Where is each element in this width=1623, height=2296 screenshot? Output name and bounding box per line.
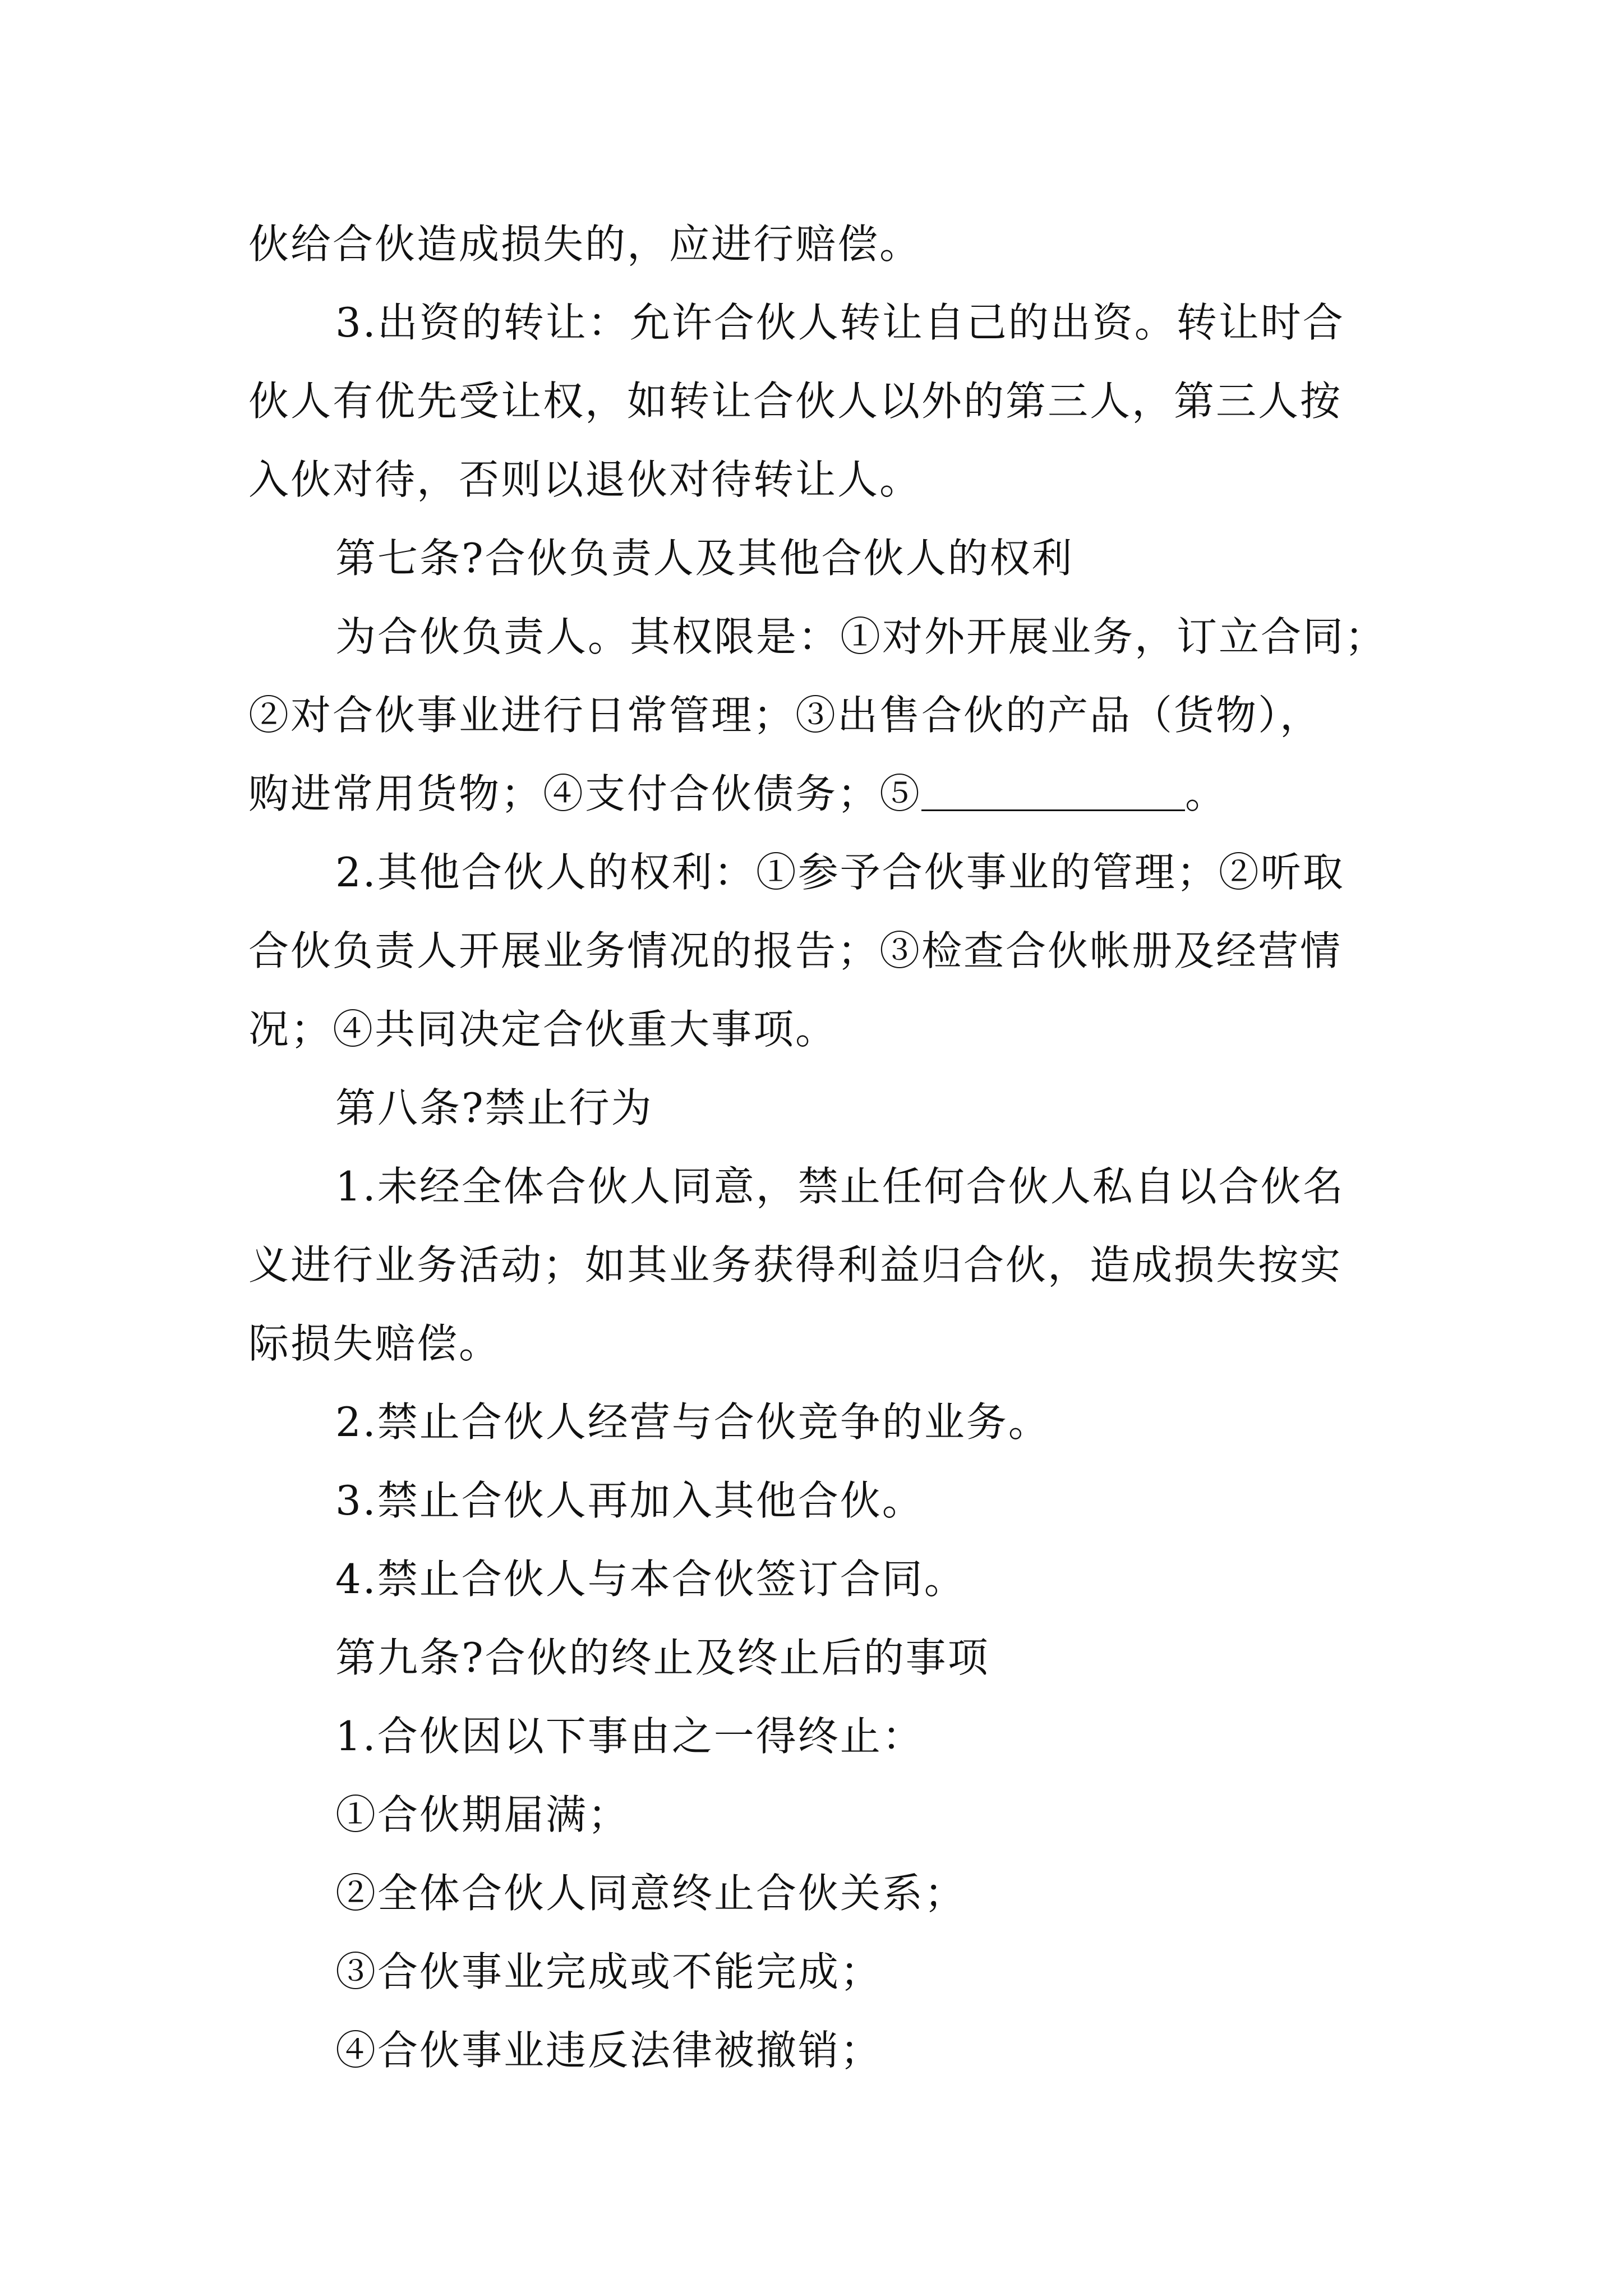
text-line: 3.禁止合伙人再加入其他合伙。 [335,1477,924,1524]
text-line: 况；④共同决定合伙重大事项。 [248,1006,838,1053]
list-item: ④合伙事业违反法律被撤销； [335,2027,883,2074]
text-fragment: 购进常用货物；④支付合伙债务；⑤ [248,770,922,817]
text-line: ②对合伙事业进行日常管理；③出售合伙的产品（货物）， [248,692,1322,739]
text-line: 入伙对待，否则以退伙对待转让人。 [248,456,922,503]
section-heading: 第七条?合伙负责人及其他合伙人的权利 [335,535,1074,582]
text-line: 4.禁止合伙人与本合伙签订合同。 [335,1556,966,1603]
text-line: 2.禁止合伙人经营与合伙竞争的业务。 [335,1398,1050,1446]
list-item: ③合伙事业完成或不能完成； [335,1948,883,1995]
list-item: ①合伙期届满； [335,1791,630,1838]
text-line: 1.合伙因以下事由之一得终止： [335,1713,924,1760]
text-line: 伙给合伙造成损失的，应进行赔偿。 [248,220,922,268]
fill-in-blank [921,776,1185,811]
text-line: 2.其他合伙人的权利：①参予合伙事业的管理；②听取 [335,849,1345,896]
section-heading: 第九条?合伙的终止及终止后的事项 [335,1634,990,1681]
text-line: 义进行业务活动；如其业务获得利益归合伙，造成损失按实 [248,1241,1343,1289]
text-line: 为合伙负责人。其权限是：①对外开展业务，订立合同； [335,613,1387,660]
text-line: 合伙负责人开展业务情况的报告；③检查合伙帐册及经营情 [248,927,1343,974]
text-line: 际损失赔偿。 [248,1320,501,1367]
text-line: 1.未经全体合伙人同意，禁止任何合伙人私自以合伙名 [335,1163,1345,1210]
text-line: 3.出资的转让：允许合伙人转让自己的出资。转让时合 [335,299,1345,346]
list-item: ②全体合伙人同意终止合伙关系； [335,1870,967,1917]
section-heading: 第八条?禁止行为 [335,1084,653,1131]
text-line-with-blank [248,754,1227,833]
text-line: 伙人有优先受让权，如转让合伙人以外的第三人，第三人按 [248,378,1343,425]
text-fragment: 。 [1185,770,1228,817]
